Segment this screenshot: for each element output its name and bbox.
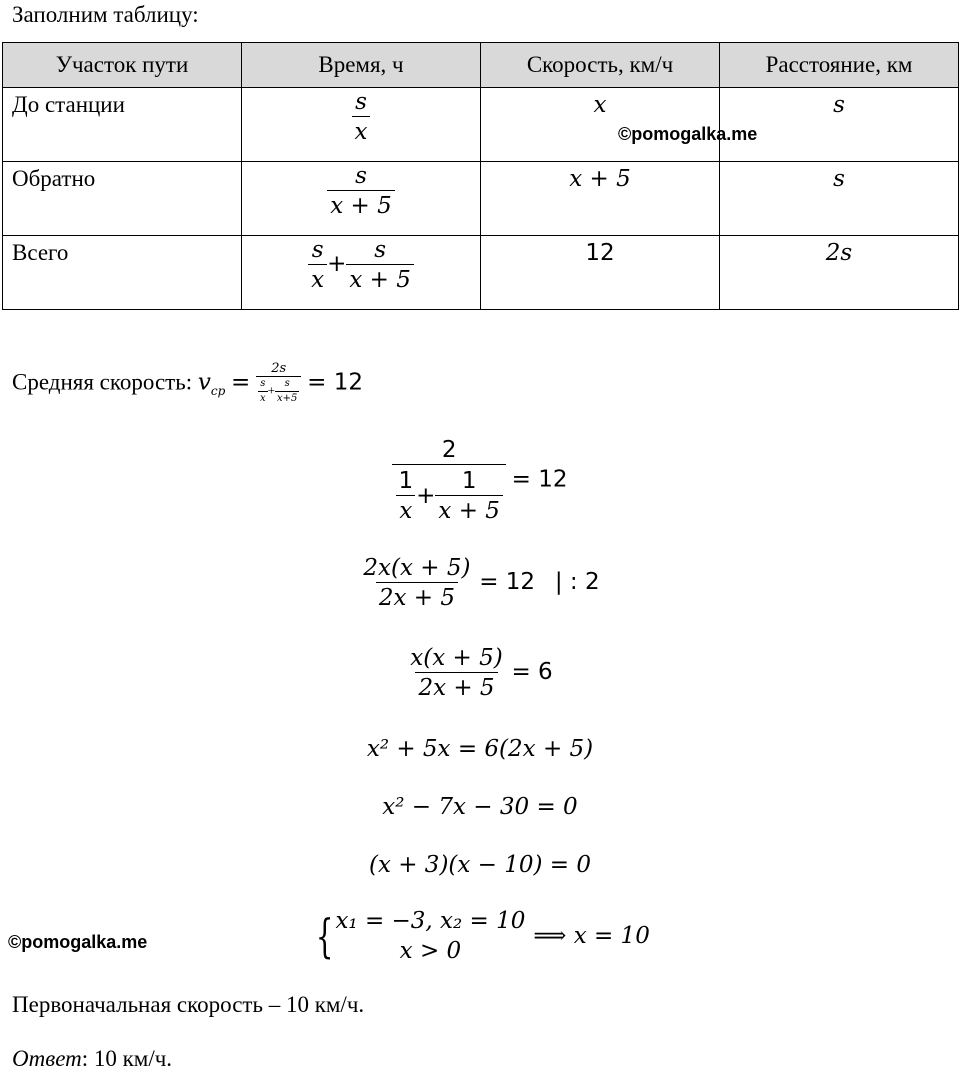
fraction-denominator: x — [308, 264, 327, 295]
speed-value: 12 — [585, 240, 615, 266]
sub-fraction — [395, 467, 416, 526]
inner-fraction — [258, 377, 268, 406]
fraction — [360, 554, 473, 613]
distance-value: s — [833, 92, 845, 118]
row-label: Всего — [3, 236, 242, 310]
row-label: До станции — [3, 88, 242, 162]
header-cell: Участок пути — [3, 43, 242, 88]
sub-numerator: 1 — [461, 468, 477, 494]
inner-fraction — [275, 377, 299, 406]
equation-5: x² − 7x − 30 = 0 — [382, 794, 578, 820]
fraction-denominator: 2x + 5 — [415, 672, 497, 703]
equation-4: x² + 5x = 6(2x + 5) — [366, 736, 594, 762]
sub-denominator: x — [396, 495, 415, 526]
fraction-numerator: 2s — [271, 361, 287, 376]
fraction-numerator: s — [374, 237, 387, 263]
rhs: = 6 — [511, 658, 553, 685]
system-block — [310, 906, 650, 966]
equation-1 — [0, 436, 960, 526]
brace-icon: { — [316, 909, 334, 963]
plus-sign: + — [416, 483, 436, 509]
header-cell: Время, ч — [242, 43, 481, 88]
fraction-denominator — [256, 376, 301, 406]
equals-sign: = — [231, 369, 251, 396]
table-header-row — [3, 43, 959, 88]
time-fraction — [352, 88, 371, 147]
system-result: ⟹ x = 10 — [533, 923, 650, 949]
data-table — [2, 42, 959, 310]
inner-denominator: x — [260, 393, 266, 404]
velocity-subscript: ср — [210, 383, 226, 398]
sub-numerator: 1 — [398, 468, 414, 494]
distance-value: s — [833, 166, 845, 192]
division-note: | : 2 — [554, 568, 600, 595]
table-row — [3, 162, 959, 236]
fraction-denominator — [392, 464, 505, 526]
inner-denominator: x+5 — [277, 393, 298, 404]
answer-value: : 10 км/ч. — [81, 1046, 173, 1071]
watermark: ©pomogalka.me — [8, 932, 148, 952]
answer-line — [12, 1046, 172, 1072]
system-row: x₁ = −3, x₂ = 10 — [335, 908, 526, 934]
system-rows — [335, 906, 525, 966]
speed-value: x + 5 — [569, 166, 631, 192]
speed-cell — [481, 236, 720, 310]
system-row: x > 0 — [399, 938, 462, 964]
fraction-denominator: x — [352, 116, 371, 147]
time-cell — [242, 162, 481, 236]
fraction-numerator: s — [355, 89, 367, 115]
fraction-numerator: s — [311, 237, 324, 263]
fraction — [407, 644, 505, 703]
average-speed-fraction — [256, 362, 301, 406]
rhs: = 12 — [307, 369, 364, 396]
speed-value: x — [593, 92, 607, 118]
equation-2 — [0, 554, 960, 613]
inner-numerator: s — [284, 378, 290, 389]
average-speed-line — [12, 362, 363, 406]
fraction-denominator: 2x + 5 — [376, 582, 458, 613]
watermark: ©pomogalka.me — [618, 124, 758, 144]
plus-sign: + — [267, 382, 276, 398]
conclusion-text: Первоначальная скорость – 10 км/ч. — [12, 992, 365, 1017]
distance-value: 2s — [825, 240, 853, 266]
sub-fraction — [435, 467, 503, 526]
distance-cell — [720, 162, 959, 236]
time-fraction — [327, 162, 395, 221]
intro-text: Заполним таблицу: — [12, 2, 199, 27]
time-cell — [242, 236, 481, 310]
rhs: = 12 — [511, 466, 568, 493]
plus-sign: + — [327, 250, 347, 277]
table-row — [3, 88, 959, 162]
fraction-denominator: x + 5 — [327, 190, 395, 221]
fraction-numerator: s — [355, 163, 367, 189]
velocity-symbol: v — [197, 369, 211, 396]
time-fraction — [308, 236, 327, 295]
average-speed-label: Средняя скорость: — [12, 369, 193, 395]
header-cell: Расстояние, км — [720, 43, 959, 88]
fraction-denominator: x + 5 — [346, 264, 414, 295]
distance-cell — [720, 236, 959, 310]
fraction-numerator: 2 — [441, 437, 457, 463]
equation-3 — [0, 644, 960, 703]
sub-denominator: x + 5 — [435, 495, 503, 526]
table-row — [3, 236, 959, 310]
time-cell — [242, 88, 481, 162]
big-fraction — [392, 436, 505, 526]
fraction-numerator: 2x(x + 5) — [363, 555, 471, 581]
row-label: Обратно — [3, 162, 242, 236]
inner-numerator: s — [260, 378, 266, 389]
time-fraction — [346, 236, 414, 295]
answer-label: Ответ — [12, 1046, 82, 1071]
fraction-numerator: x(x + 5) — [410, 645, 503, 671]
speed-cell — [481, 162, 720, 236]
rhs: = 12 — [479, 568, 536, 595]
equation-6: (x + 3)(x − 10) = 0 — [368, 852, 592, 878]
header-cell: Скорость, км/ч — [481, 43, 720, 88]
